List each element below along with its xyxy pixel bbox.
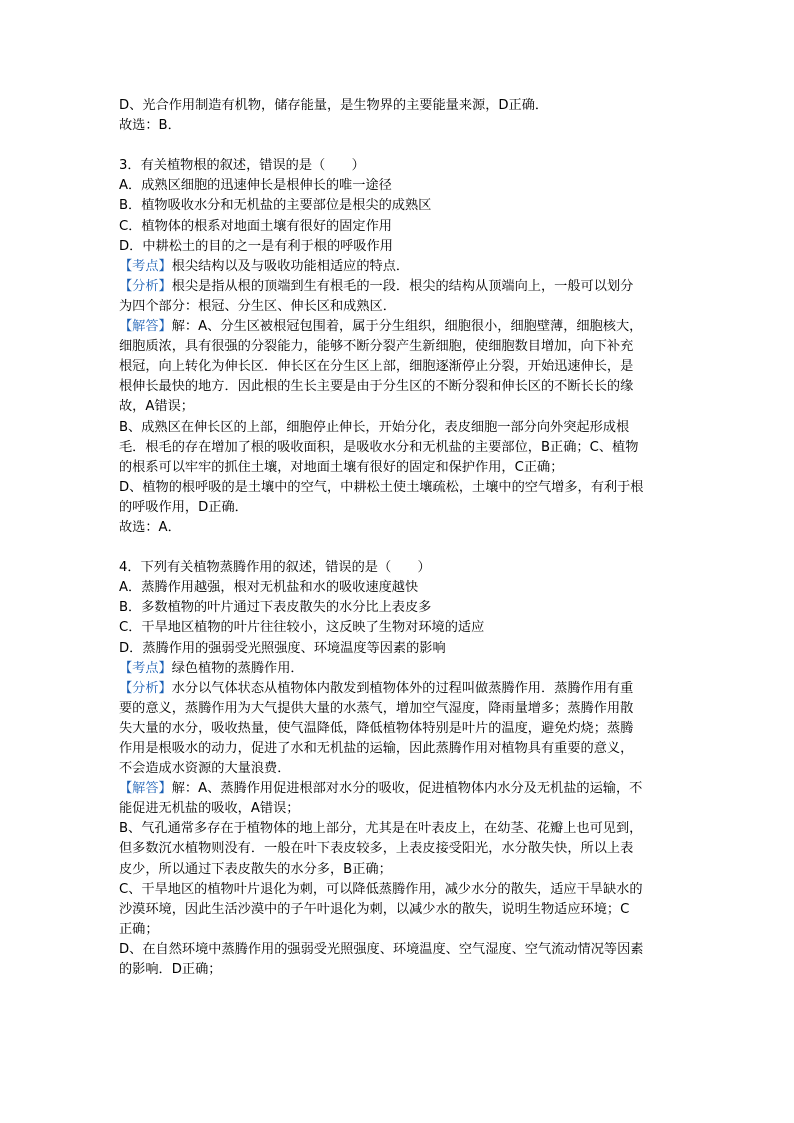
- q4-jieda-line: 但多数沉水植物则没有．一般在叶下表皮较多，上表皮接受阳光，水分散失快，所以上表: [119, 841, 634, 857]
- q3-stem: 3．有关植物根的叙述，错误的是（ ）: [119, 158, 365, 174]
- q3-option-c: C．植物体的根系对地面土壤有很好的固定作用: [119, 218, 392, 234]
- q4-jieda-line: D、在自然环境中蒸腾作用的强弱受光照强度、环境温度、空气湿度、空气流动情况等因素: [119, 941, 644, 957]
- q3-jieda: [119, 317, 675, 337]
- q3-jieda-tag: 【解答】: [119, 319, 172, 335]
- q3-jieda-line: 根冠，向上转化为伸长区．伸长区在分生区上部，细胞逐渐停止分裂，开始迅速伸长，是: [119, 359, 634, 375]
- q3-answer: 故选：A．: [119, 519, 181, 535]
- q3-jieda-line: 根伸长最快的地方．因此根的生长主要是由于分生区的不断分裂和伸长区的不断长长的缘: [119, 379, 634, 395]
- q4-option-d: D．蒸腾作用的强弱受光照强度、环境温度等因素的影响: [119, 640, 446, 656]
- q3-kaodian: [119, 257, 675, 277]
- q4-kaodian: [119, 659, 675, 679]
- q4-option-c: C．干旱地区植物的叶片往往较小，这反映了生物对环境的适应: [119, 620, 485, 636]
- q3-fenxi-line: 为四个部分：根冠、分生区、伸长区和成熟区．: [119, 298, 396, 314]
- q4-fenxi-line: 要的意义，蒸腾作用为大气提供大量的水蒸气，增加空气湿度，降雨量增多；蒸腾作用散: [119, 700, 634, 716]
- q4-kaodian-tag: 【考点】: [119, 660, 172, 676]
- q4-jieda-line: B、气孔通常多存在于植物体的地上部分，尤其是在叶表皮上，在幼茎、花瓣上也可见到，: [119, 821, 643, 837]
- q4-fenxi-line: 失大量的水分，吸收热量，使气温降低，降低植物体特别是叶片的温度，避免灼烧；蒸腾: [119, 720, 634, 736]
- q4-jieda-line: 皮少，所以通过下表皮散失的水分多，B正确；: [119, 861, 392, 877]
- q4-option-a: A．蒸腾作用越强，根对无机盐和水的吸收速度越快: [119, 580, 419, 596]
- prev-answer: 故选：B．: [119, 118, 181, 134]
- q4-jieda-line: 能促进无机盐的吸收，A错误；: [119, 801, 300, 817]
- q4-jieda-line: 正确；: [119, 921, 159, 937]
- q3-jieda-line: 的呼吸作用，D正确．: [119, 499, 248, 515]
- prev-option-d: D、光合作用制造有机物，储存能量，是生物界的主要能量来源，D正确．: [119, 98, 549, 113]
- q3-fenxi-tag: 【分析】: [119, 278, 172, 294]
- spacer: [119, 538, 675, 558]
- q4-jieda: [119, 779, 675, 799]
- q4-fenxi-line: 不会造成水资源的大量浪费．: [119, 761, 291, 777]
- q4-jieda-line: 沙漠环境，因此生活沙漠中的子午叶退化为刺，以减少水的散失，说明生物适应环境；C: [119, 901, 630, 917]
- q3-fenxi-text: 根尖是指从根的顶端到生有根毛的一段．根尖的结构从顶端向上，一般可以划分: [171, 278, 634, 294]
- q3-jieda-text: 解：A、分生区被根冠包围着，属于分生组织，细胞很小，细胞壁薄，细胞核大，: [171, 319, 643, 335]
- spacer: [119, 136, 675, 156]
- q3-jieda-line: B、成熟区在伸长区的上部，细胞停止伸长，开始分化，表皮细胞一部分向外突起形成根: [119, 419, 630, 435]
- q4-fenxi-text: 水分以气体状态从植物体内散发到植物体外的过程叫做蒸腾作用．蒸腾作用有重: [171, 680, 634, 696]
- q4-jieda-line: C、干旱地区的植物叶片退化为刺，可以降低蒸腾作用，减少水分的散失，适应干旱缺水的: [119, 881, 643, 897]
- q3-jieda-line: 毛．根毛的存在增加了根的吸收面积，是吸收水分和无机盐的主要部位，B正确；C、植物: [119, 439, 639, 455]
- q4-jieda-line: 的影响．D正确；: [119, 962, 222, 978]
- q4-kaodian-text: 绿色植物的蒸腾作用．: [171, 660, 304, 676]
- q4-jieda-text: 解：A、蒸腾作用促进根部对水分的吸收，促进植物体内水分及无机盐的运输，不: [171, 781, 643, 797]
- q3-option-b: B．植物吸收水分和无机盐的主要部位是根尖的成熟区: [119, 198, 432, 214]
- q4-fenxi: [119, 679, 675, 699]
- q4-fenxi-tag: 【分析】: [119, 680, 172, 696]
- q3-jieda-line: 细胞质浓，具有很强的分裂能力，能够不断分裂产生新细胞，使细胞数目增加，向下补充: [119, 339, 634, 355]
- q3-kaodian-tag: 【考点】: [119, 258, 172, 274]
- document-page: [119, 96, 675, 980]
- q3-option-d: D．中耕松土的目的之一是有利于根的呼吸作用: [119, 238, 393, 254]
- q3-jieda-line: 故，A错误；: [119, 399, 194, 415]
- q3-jieda-line: 的根系可以牢牢的抓住土壤，对地面土壤有很好的固定和保护作用，C正确；: [119, 459, 564, 475]
- q3-fenxi: [119, 277, 675, 297]
- q3-option-a: A．成熟区细胞的迅速伸长是根伸长的唯一途径: [119, 178, 392, 194]
- q4-option-b: B．多数植物的叶片通过下表皮散失的水分比上表皮多: [119, 600, 432, 616]
- q4-stem: 4．下列有关植物蒸腾作用的叙述，错误的是（ ）: [119, 560, 431, 576]
- q3-jieda-line: D、植物的根呼吸的是土壤中的空气，中耕松土使土壤疏松，土壤中的空气增多，有利于根: [119, 479, 644, 495]
- q4-jieda-tag: 【解答】: [119, 781, 172, 797]
- q4-fenxi-line: 作用是根吸水的动力，促进了水和无机盐的运输，因此蒸腾作用对植物具有重要的意义，: [119, 741, 634, 756]
- q3-kaodian-text: 根尖结构以及与吸收功能相适应的特点．: [171, 258, 410, 274]
